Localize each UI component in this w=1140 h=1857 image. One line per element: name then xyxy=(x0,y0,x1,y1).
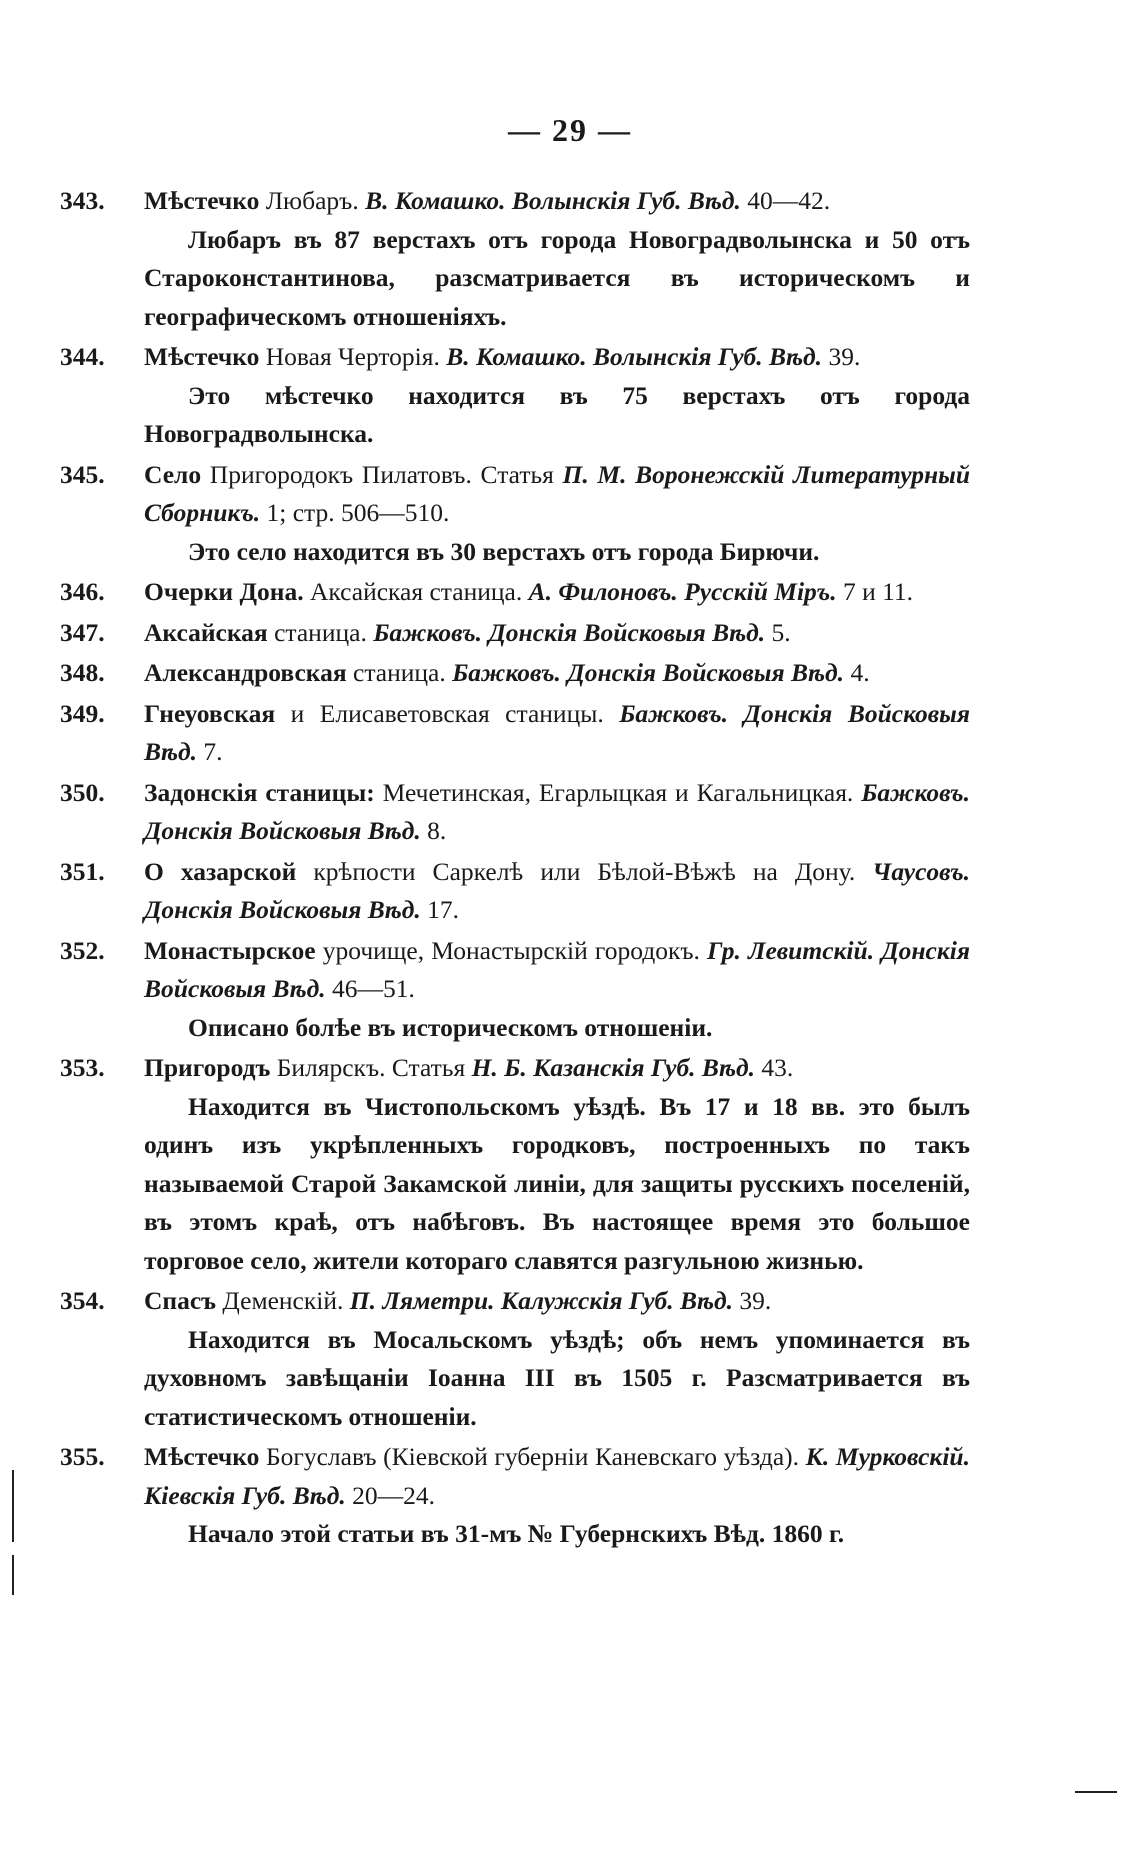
entry-title-text: станица. xyxy=(346,658,453,687)
entry-pages: 43. xyxy=(754,1053,794,1082)
entry-citation xyxy=(60,456,970,533)
entry-source: Бажковъ. Донскія Войсковыя Вѣд. xyxy=(373,617,766,647)
entry-number: 348. xyxy=(60,658,105,687)
entry-source: П. М. Воронежскій Литературный Сборникъ. xyxy=(144,459,970,527)
bibliography-entry xyxy=(60,614,970,653)
entry-citation xyxy=(60,654,970,693)
entry-number: 352. xyxy=(60,935,105,965)
entry-citation xyxy=(60,853,970,930)
entry-annotation: Это село находится въ 30 верстахъ отъ города Бирючи. xyxy=(188,536,820,566)
entry-number: 355. xyxy=(60,1442,105,1471)
entry-pages: 39. xyxy=(733,1286,772,1315)
bibliography-entry xyxy=(60,1438,970,1554)
bibliography-list xyxy=(60,182,970,1556)
entry-citation xyxy=(60,1282,970,1321)
entry-pages: 20—24. xyxy=(345,1480,435,1510)
entry-citation xyxy=(60,338,970,377)
entry-source: А. Филоновъ. Русскій Міръ. xyxy=(528,577,837,606)
entry-title-text: Аксайская станица. xyxy=(303,577,529,606)
entry-source: Н. Б. Казанскія Губ. Вѣд. xyxy=(471,1053,755,1082)
entry-citation xyxy=(60,1438,970,1515)
entry-heading: Мѣстечко xyxy=(144,342,260,371)
entry-number: 343. xyxy=(60,186,105,215)
entry-pages: 5. xyxy=(765,617,791,647)
entry-heading: Мѣстечко xyxy=(144,1442,260,1471)
entry-title-text: и Елисаветовская станицы. xyxy=(275,698,620,728)
entry-heading: О хазарской xyxy=(144,856,297,886)
entry-number: 349. xyxy=(60,698,105,728)
entry-number: 350. xyxy=(60,777,105,807)
bibliography-entry xyxy=(60,573,970,612)
entry-heading: Пригородъ xyxy=(144,1053,271,1082)
entry-pages: 1; стр. 506—510. xyxy=(260,498,450,527)
entry-pages: 7. xyxy=(197,737,223,766)
entry-title-text: крѣпости Саркелѣ или Бѣлой-Вѣжѣ на Дону. xyxy=(296,856,873,886)
margin-mark-line-2 xyxy=(12,1555,14,1595)
entry-source: П. Ляметри. Калужскія Губ. Вѣд. xyxy=(349,1286,734,1315)
entry-source: Бажковъ. Донскія Войсковыя Вѣд. xyxy=(144,698,971,766)
entry-source: К. Мурковскій. Кіевскія Губ. Вѣд. xyxy=(144,1442,970,1510)
entry-number: 345. xyxy=(60,459,105,489)
entry-number: 353. xyxy=(60,1053,105,1082)
entry-source: Чауcовъ. Донскія Войсковыя Вѣд. xyxy=(144,856,971,924)
entry-title-text: Мечетинская, Егарлыцкая и Кагальницкая. xyxy=(374,777,862,807)
entry-heading: Александровская xyxy=(144,658,347,687)
entry-pages: 39. xyxy=(822,342,861,371)
entry-heading: Гнеуовская xyxy=(144,698,276,728)
bibliography-entry xyxy=(60,774,970,851)
bibliography-entry xyxy=(60,182,970,336)
entry-annotation: Описано болѣе въ историческомъ отношеніи. xyxy=(188,1012,713,1042)
entry-heading: Задонскія станицы: xyxy=(144,777,375,807)
entry-source: В. Комашко. Волынскія Губ. Вѣд. xyxy=(446,342,823,371)
entry-title-text: урочище, Монастырскій городокъ. xyxy=(315,935,708,965)
entry-source: Бажковъ. Донскія Войсковыя Вѣд. xyxy=(452,658,845,687)
entry-heading: Село xyxy=(144,459,202,489)
entry-citation xyxy=(60,182,970,221)
entry-title-text: Богуславъ (Кіевской губерніи Каневскаго уѣзда). xyxy=(259,1442,806,1471)
entry-pages: 7 и 11. xyxy=(836,577,914,606)
entry-pages: 40—42. xyxy=(740,186,831,215)
bibliography-entry xyxy=(60,456,970,572)
entry-title-text: Новая Черторія. xyxy=(259,342,447,371)
entry-title-text: Деменскій. xyxy=(216,1286,350,1315)
entry-heading: Аксайская xyxy=(144,617,268,647)
margin-mark-rule xyxy=(1075,1791,1117,1793)
entry-annotation: Это мѣстечко находится въ 75 верстахъ отъ города Новоградволынска. xyxy=(144,380,970,448)
entry-heading: Монастырское xyxy=(144,935,316,965)
entry-title-text: Билярскъ. Статья xyxy=(270,1053,472,1082)
bibliography-entry xyxy=(60,853,970,930)
entry-citation xyxy=(60,573,970,612)
entry-citation xyxy=(60,614,970,653)
bibliography-entry xyxy=(60,1282,970,1436)
entry-pages: 17. xyxy=(420,895,460,924)
page-number: — 29 — xyxy=(508,112,632,148)
entry-source: Гр. Левитскій. Донскія Войсковыя Вѣд. xyxy=(144,935,970,1003)
entry-annotation: Находится въ Мосальскомъ уѣздѣ; объ немъ упоминается въ духовномъ завѣщаніи Іоанна III въ 1505 г. Разсматривается въ статистическомъ отношеніи. xyxy=(144,1324,970,1431)
entry-citation xyxy=(60,774,970,851)
entry-title-text: Пригородокъ Пилатовъ. Статья xyxy=(201,459,563,489)
entry-citation xyxy=(60,695,970,772)
entry-pages: 46—51. xyxy=(325,974,415,1003)
entry-title-text: Любаръ. xyxy=(259,186,366,215)
entry-number: 354. xyxy=(60,1286,105,1315)
entry-heading: Спасъ xyxy=(144,1286,217,1315)
entry-citation xyxy=(60,932,970,1009)
entry-title-text: станица. xyxy=(267,617,374,647)
entry-annotation: Любаръ въ 87 верстахъ отъ города Новоградволынска и 50 отъ Староконстантинова, разсматривается въ историческомъ и географическомъ отношеніяхъ. xyxy=(144,224,970,331)
entry-citation xyxy=(60,1049,970,1088)
entry-number: 351. xyxy=(60,856,105,886)
bibliography-entry xyxy=(60,1049,970,1280)
margin-mark-line xyxy=(12,1470,14,1542)
bibliography-entry xyxy=(60,654,970,693)
bibliography-entry xyxy=(60,932,970,1048)
entry-number: 346. xyxy=(60,577,105,606)
entry-pages: 4. xyxy=(844,658,870,687)
entry-pages: 8. xyxy=(420,816,447,845)
entry-annotation: Начало этой статьи въ 31-мъ № Губернскихъ Вѣд. 1860 г. xyxy=(188,1519,845,1548)
bibliography-entry xyxy=(60,695,970,772)
entry-source: В. Комашко. Волынскія Губ. Вѣд. xyxy=(365,186,741,215)
entry-annotation: Находится въ Чистопольскомъ уѣздѣ. Въ 17 и 18 вв. это былъ одинъ изъ укрѣпленныхъ городковъ, построенныхъ по такъ называемой Старой Закамской линіи, для защиты русскихъ поселеній, въ этомъ краѣ, отъ набѣговъ. Въ настоящее время это большое торговое село, жители котораго славятся разгульною жизнью. xyxy=(144,1091,970,1275)
entry-heading: Мѣстечко xyxy=(144,186,260,215)
entry-source: Бажковъ. Донскія Войсковыя Вѣд. xyxy=(144,777,970,845)
entry-number: 347. xyxy=(60,617,105,647)
bibliography-entry xyxy=(60,338,970,454)
entry-heading: Очерки Дона. xyxy=(144,577,304,606)
entry-number: 344. xyxy=(60,342,105,371)
